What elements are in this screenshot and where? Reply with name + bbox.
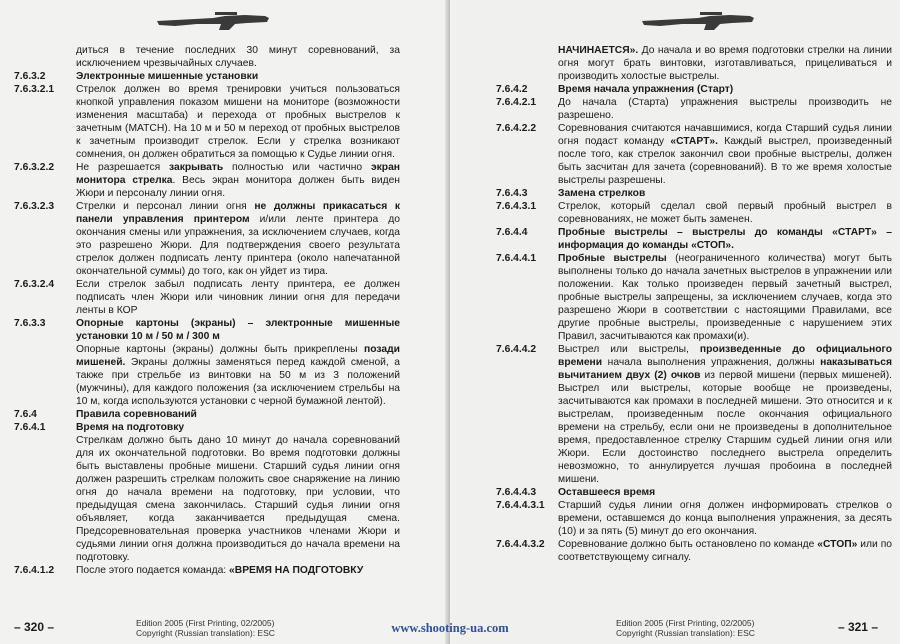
section-number: 7.6.4.4 xyxy=(496,227,528,238)
paragraph xyxy=(14,161,400,200)
section-number: 7.6.3.3 xyxy=(14,318,46,329)
section-number: 7.6.4.4.1 xyxy=(496,253,537,264)
site-watermark[interactable]: www.shooting-ua.com xyxy=(391,621,509,635)
paragraph xyxy=(496,96,892,122)
section-number: 7.6.3.2.4 xyxy=(14,279,55,290)
section-number: 7.6.4.4.3.2 xyxy=(496,539,545,550)
paragraph-text: Соревнование должно быть остановлено по команде «СТОП» или по соответствующему сигналу. xyxy=(558,539,892,563)
paragraph xyxy=(14,564,400,577)
paragraph-text: Опорные картоны (экраны) должны быть прикреплены позади мишеней. Экраны должны заменяться перед каждой сменой, а также при стрельбе из винтовки на 50 м из 3 положений (мужчины), для каждого положения (за исключением стрельбы на 10 м, когда используются установки с черной бумажной лентой). xyxy=(76,344,400,407)
paragraph xyxy=(14,70,400,83)
paragraph xyxy=(14,317,400,343)
paragraph-text: Соревнования считаются начавшимися, когда Старший судья линии огня подаст команду «СТАРТ». Каждый выстрел, произведенный после того, как стрелок закончил свои пробные выстрелы, должен быть засчитан для зачета (соревнований). В то же время холостые выстрелы разрешены. xyxy=(558,123,892,186)
section-heading: Замена стрелков xyxy=(558,188,646,199)
paragraph xyxy=(496,122,892,187)
section-number: 7.6.4.3 xyxy=(496,188,528,199)
section-heading: Правила соревнований xyxy=(76,409,197,420)
section-number: 7.6.4.4.2 xyxy=(496,344,537,355)
copyright-line: Copyright (Russian translation): ESC xyxy=(136,628,275,638)
page-number: – 320 – xyxy=(14,620,55,634)
paragraph xyxy=(496,486,892,499)
paragraph-text: После этого подается команда: «ВРЕМЯ НА ПОДГОТОВКУ xyxy=(76,565,364,576)
paragraph-text: Стрелок, который сделал свой первый пробный выстрел в соревнованиях, не может быть заменен. xyxy=(558,201,892,225)
paragraph xyxy=(496,187,892,200)
section-number: 7.6.3.2 xyxy=(14,71,46,82)
paragraph-text: Стрелкам должно быть дано 10 минут до начала соревнований для их окончательной подготовки. Во время подготовки должны быть выставлены пробные мишени. Старший судья линии огня должен разрешить стрелкам положить свое снаряжение на линию огня до начала времени на подготовку, при условии, что предыдущая смена закончилась. Старший судья линии огня объявляет, когда заканчивается предыдущая смена. Предсоревновательная проверка участников членами Жюри и судьями линии огня должна производиться до начала времени на подготовку. xyxy=(76,435,400,563)
section-heading: Опорные картоны (экраны) – электронные мишенные установки 10 м / 50 м / 300 м xyxy=(76,318,400,342)
paragraph xyxy=(496,83,892,96)
paragraph-text: диться в течение последних 30 минут соревнований, за исключением чрезвычайных случаев. xyxy=(76,45,400,69)
section-number: 7.6.4.1 xyxy=(14,422,46,433)
paragraph xyxy=(14,421,400,434)
paragraph-text: До начала (Старта) упражнения выстрелы производить не разрешено. xyxy=(558,97,892,121)
right-body-text xyxy=(496,44,892,564)
paragraph xyxy=(496,252,892,343)
paragraph-text: Старший судья линии огня должен информировать стрелков о времени, оставшемся до конца выполнения упражнения, за десять (10) и за пять (5) минут до его окончания. xyxy=(558,500,892,537)
paragraph-text: НАЧИНАЕТСЯ». До начала и во время подготовки стрелки на линии огня могут брать винтовки, изготавливаться, прицеливаться и производить холостые выстрелы. xyxy=(558,45,892,82)
section-number: 7.6.4.4.3 xyxy=(496,487,537,498)
paragraph xyxy=(496,499,892,538)
paragraph xyxy=(14,44,400,70)
section-number: 7.6.3.2.1 xyxy=(14,84,55,95)
page-number: – 321 – xyxy=(837,620,878,634)
paragraph xyxy=(14,343,400,408)
paragraph xyxy=(14,408,400,421)
paragraph xyxy=(496,200,892,226)
paragraph-text: Выстрел или выстрелы, произведенные до официального времени начала выполнения упражнения, должны наказываться вычитанием двух (2) очков из первой мишени (первых мишеней). Выстрел или выстрелы, которые вообще не произведены, засчитываются как промахи в последней мишени. Это относится и к выстрелам, произведенным после окончания официального времени на стрельбу, если они не произведены в дополнительное время, предоставленное стрелку Старшим судьей линии огня или Жюри. Если достоинство последнего выстрела определить невозможно, то аннулируется лучшая пробоина в последней мишени. xyxy=(558,344,892,485)
section-heading: Время на подготовку xyxy=(76,422,185,433)
edition-line: Edition 2005 (First Printing, 02/2005) xyxy=(616,618,755,628)
section-number: 7.6.4.2.1 xyxy=(496,97,537,108)
paragraph xyxy=(14,83,400,161)
left-page xyxy=(0,0,448,644)
copyright-line: Copyright (Russian translation): ESC xyxy=(616,628,755,638)
paragraph-text: Пробные выстрелы (неограниченного количества) могут быть выполнены только до начала зачетных выстрелов в упражнении или положении. Как только произведен первый зачетный выстрел, пробные выстрелы запрещены, за исключением случаев, когда это разрешено Жюри в соответствии с настоящими Правилами, все другие пробные выстрелы, произведенные с нарушением этих Правил, засчитываются как промахи(и). xyxy=(558,253,892,342)
paragraph xyxy=(14,434,400,564)
edition-note xyxy=(136,618,275,638)
paragraph-text: Стрелок должен во время тренировки учиться пользоваться кнопкой управления показом мишени на мониторе (возможности изменения масштаба) и перехода от пробных выстрелов к зачетным (MATCH). На 10 м и 50 м переход от пробных выстрелов к зачетным производит стрелок. Если у стрелка возникают сомнения, он должен обратиться за помощью к Судье линии огня. xyxy=(76,84,400,160)
section-number: 7.6.4.2.2 xyxy=(496,123,537,134)
paragraph xyxy=(496,226,892,252)
section-number: 7.6.3.2.2 xyxy=(14,162,55,173)
section-heading: Пробные выстрелы – выстрелы до команды «СТАРТ» – информация до команды «СТОП». xyxy=(558,227,892,251)
paragraph-text: Стрелки и персонал линии огня не должны прикасаться к панели управления принтером и/или ленте принтера до окончания смены или упражнения, за исключением случаев, когда это разрешено Жюри. Для подтверждения своего результата стрелок должен подписать ленту принтера (около напечатанной окончательной суммы) до того, как он уйдет из тира. xyxy=(76,201,400,277)
rifle-icon xyxy=(155,8,271,34)
paragraph xyxy=(14,278,400,317)
section-heading: Время начала упражнения (Старт) xyxy=(558,84,734,95)
section-number: 7.6.4.1.2 xyxy=(14,565,55,576)
right-page xyxy=(450,0,900,644)
section-number: 7.6.4 xyxy=(14,409,37,420)
paragraph xyxy=(496,538,892,564)
paragraph-text: Не разрешается закрывать полностью или частично экран монитора стрелка. Весь экран монитора должен быть виден Жюри и персоналу линии огня. xyxy=(76,162,401,199)
section-number: 7.6.3.2.3 xyxy=(14,201,55,212)
edition-note xyxy=(616,618,755,638)
section-heading: Электронные мишенные установки xyxy=(76,71,259,82)
section-number: 7.6.4.2 xyxy=(496,84,528,95)
section-number: 7.6.4.3.1 xyxy=(496,201,537,212)
paragraph xyxy=(496,44,892,83)
edition-line: Edition 2005 (First Printing, 02/2005) xyxy=(136,618,275,628)
rifle-icon xyxy=(640,8,756,34)
left-body-text xyxy=(14,44,400,577)
section-heading: Оставшееся время xyxy=(558,487,656,498)
section-number: 7.6.4.4.3.1 xyxy=(496,500,545,511)
paragraph xyxy=(14,200,400,278)
paragraph-text: Если стрелок забыл подписать ленту принтера, ее должен подписать член Жюри или чиновник линии огня для передачи ленты в КОР xyxy=(76,279,400,316)
paragraph xyxy=(496,343,892,486)
